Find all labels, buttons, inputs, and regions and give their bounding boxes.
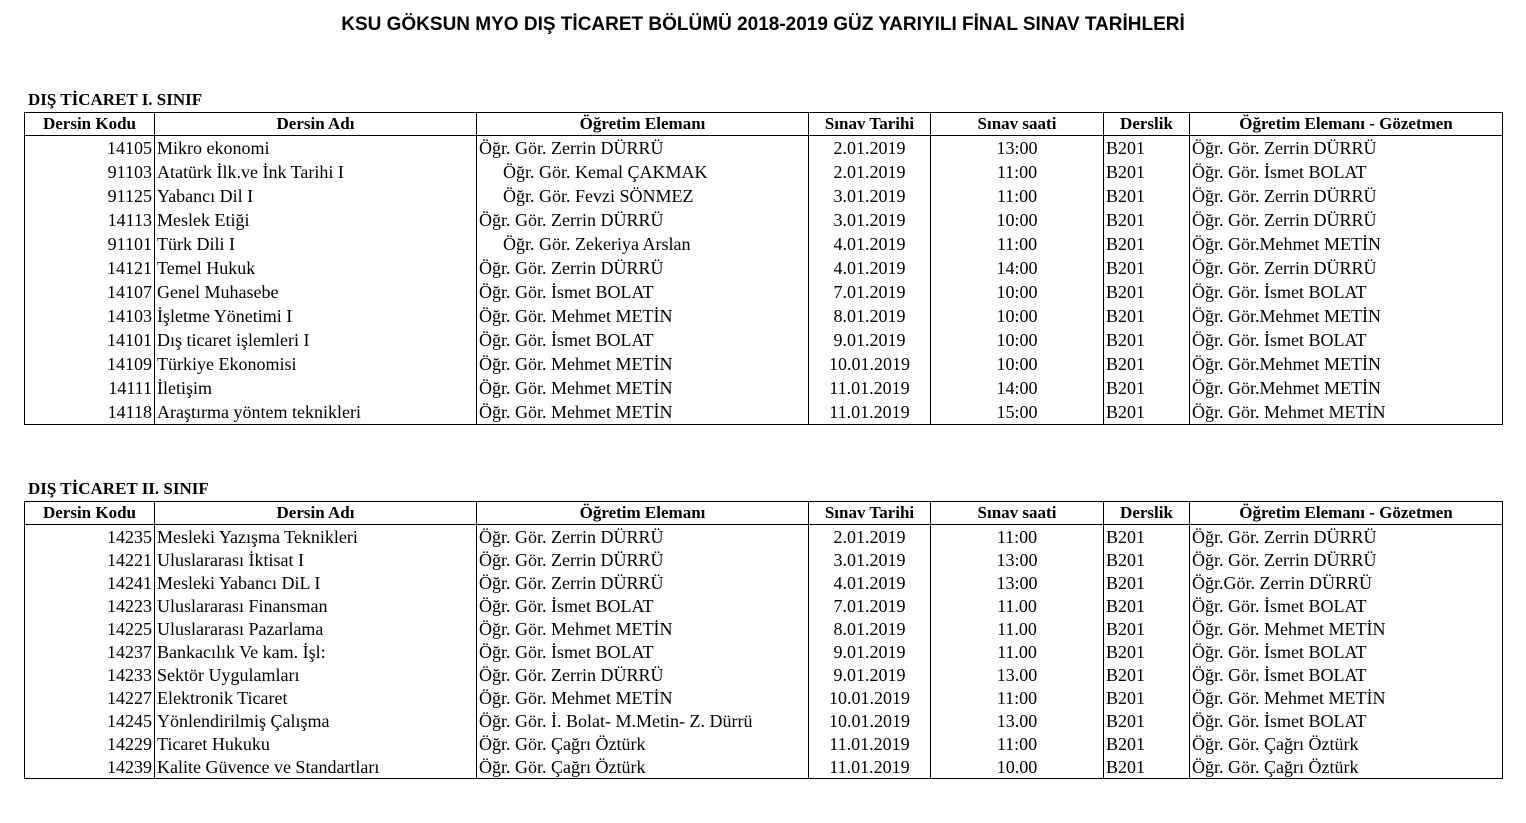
supervisor: Öğr. Gör. İsmet BOLAT xyxy=(1190,280,1503,304)
instructor: Öğr. Gör. Mehmet METİN xyxy=(477,617,809,640)
exam-time: 15:00 xyxy=(931,400,1104,425)
supervisor: Öğr.Gör. Zerrin DÜRRÜ xyxy=(1190,571,1503,594)
course-name: Sektör Uygulamları xyxy=(155,663,477,686)
exam-date: 4.01.2019 xyxy=(809,232,931,256)
instructor: Öğr. Gör. Zerrin DÜRRÜ xyxy=(477,548,809,571)
supervisor: Öğr. Gör. Çağrı Öztürk xyxy=(1190,755,1503,779)
supervisor: Öğr. Gör.Mehmet METİN xyxy=(1190,376,1503,400)
classroom: B201 xyxy=(1104,280,1190,304)
exam-date: 9.01.2019 xyxy=(809,640,931,663)
course-code: 14121 xyxy=(25,256,155,280)
table-header-row xyxy=(25,502,1503,525)
supervisor: Öğr. Gör. İsmet BOLAT xyxy=(1190,594,1503,617)
course-code: 91101 xyxy=(25,232,155,256)
table-row xyxy=(25,328,1503,352)
col-header-supervisor: Öğretim Elemanı - Gözetmen xyxy=(1190,113,1503,136)
course-code: 14109 xyxy=(25,352,155,376)
course-name: Mesleki Yabancı DiL I xyxy=(155,571,477,594)
classroom: B201 xyxy=(1104,232,1190,256)
supervisor: Öğr. Gör. İsmet BOLAT xyxy=(1190,160,1503,184)
instructor: Öğr. Gör. Mehmet METİN xyxy=(477,400,809,425)
table-row xyxy=(25,256,1503,280)
course-name: Mesleki Yazışma Teknikleri xyxy=(155,525,477,549)
col-header-time: Sınav saati xyxy=(931,113,1104,136)
course-code: 14245 xyxy=(25,709,155,732)
exam-time: 13:00 xyxy=(931,548,1104,571)
exam-time: 11.00 xyxy=(931,617,1104,640)
supervisor: Öğr. Gör.Mehmet METİN xyxy=(1190,232,1503,256)
course-name: Türkiye Ekonomisi xyxy=(155,352,477,376)
instructor: Öğr. Gör. İsmet BOLAT xyxy=(477,328,809,352)
exam-time: 11.00 xyxy=(931,640,1104,663)
exam-date: 4.01.2019 xyxy=(809,256,931,280)
col-header-room: Derslik xyxy=(1104,502,1190,525)
table-row xyxy=(25,640,1503,663)
classroom: B201 xyxy=(1104,525,1190,549)
table-row xyxy=(25,686,1503,709)
table-row xyxy=(25,663,1503,686)
exam-date: 8.01.2019 xyxy=(809,617,931,640)
supervisor: Öğr. Gör. Zerrin DÜRRÜ xyxy=(1190,548,1503,571)
exam-time: 11:00 xyxy=(931,732,1104,755)
exam-date: 9.01.2019 xyxy=(809,663,931,686)
exam-date: 3.01.2019 xyxy=(809,208,931,232)
instructor: Öğr. Gör. Çağrı Öztürk xyxy=(477,755,809,779)
exam-date: 9.01.2019 xyxy=(809,328,931,352)
classroom: B201 xyxy=(1104,400,1190,425)
course-name: Genel Muhasebe xyxy=(155,280,477,304)
course-code: 14223 xyxy=(25,594,155,617)
course-code: 14107 xyxy=(25,280,155,304)
course-code: 14113 xyxy=(25,208,155,232)
supervisor: Öğr. Gör.Mehmet METİN xyxy=(1190,304,1503,328)
supervisor: Öğr. Gör. Zerrin DÜRRÜ xyxy=(1190,525,1503,549)
table-row xyxy=(25,548,1503,571)
supervisor: Öğr. Gör. Mehmet METİN xyxy=(1190,686,1503,709)
supervisor: Öğr. Gör. Zerrin DÜRRÜ xyxy=(1190,136,1503,161)
classroom: B201 xyxy=(1104,184,1190,208)
course-code: 14103 xyxy=(25,304,155,328)
instructor: Öğr. Gör. İsmet BOLAT xyxy=(477,280,809,304)
table-row xyxy=(25,525,1503,549)
table-row xyxy=(25,571,1503,594)
instructor: Öğr. Gör. Fevzi SÖNMEZ xyxy=(477,184,809,208)
table-row xyxy=(25,280,1503,304)
course-code: 14227 xyxy=(25,686,155,709)
instructor: Öğr. Gör. İsmet BOLAT xyxy=(477,594,809,617)
exam-date: 7.01.2019 xyxy=(809,280,931,304)
exam-time: 13:00 xyxy=(931,571,1104,594)
course-name: Dış ticaret işlemleri I xyxy=(155,328,477,352)
exam-time: 11:00 xyxy=(931,184,1104,208)
table-row xyxy=(25,376,1503,400)
course-code: 14105 xyxy=(25,136,155,161)
classroom: B201 xyxy=(1104,376,1190,400)
col-header-instructor: Öğretim Elemanı xyxy=(477,502,809,525)
instructor: Öğr. Gör. Zerrin DÜRRÜ xyxy=(477,256,809,280)
course-name: Uluslararası Finansman xyxy=(155,594,477,617)
course-name: Kalite Güvence ve Standartları xyxy=(155,755,477,779)
classroom: B201 xyxy=(1104,755,1190,779)
table-row xyxy=(25,594,1503,617)
exam-time: 11.00 xyxy=(931,594,1104,617)
table-row xyxy=(25,160,1503,184)
course-name: İletişim xyxy=(155,376,477,400)
table-row xyxy=(25,400,1503,425)
course-name: Türk Dili I xyxy=(155,232,477,256)
classroom: B201 xyxy=(1104,686,1190,709)
table-row xyxy=(25,732,1503,755)
col-header-date: Sınav Tarihi xyxy=(809,113,931,136)
col-header-code: Dersin Kodu xyxy=(25,502,155,525)
supervisor: Öğr. Gör. Çağrı Öztürk xyxy=(1190,732,1503,755)
instructor: Öğr. Gör. Mehmet METİN xyxy=(477,352,809,376)
exam-date: 11.01.2019 xyxy=(809,400,931,425)
exam-date: 8.01.2019 xyxy=(809,304,931,328)
instructor: Öğr. Gör. Mehmet METİN xyxy=(477,686,809,709)
col-header-course: Dersin Adı xyxy=(155,502,477,525)
classroom: B201 xyxy=(1104,208,1190,232)
col-header-course: Dersin Adı xyxy=(155,113,477,136)
exam-date: 11.01.2019 xyxy=(809,755,931,779)
exam-date: 4.01.2019 xyxy=(809,571,931,594)
course-name: Elektronik Ticaret xyxy=(155,686,477,709)
supervisor: Öğr. Gör. İsmet BOLAT xyxy=(1190,328,1503,352)
col-header-time: Sınav saati xyxy=(931,502,1104,525)
supervisor: Öğr. Gör. İsmet BOLAT xyxy=(1190,663,1503,686)
instructor: Öğr. Gör. İ. Bolat- M.Metin- Z. Dürrü xyxy=(477,709,809,732)
classroom: B201 xyxy=(1104,548,1190,571)
classroom: B201 xyxy=(1104,136,1190,161)
col-header-room: Derslik xyxy=(1104,113,1190,136)
exam-time: 10:00 xyxy=(931,304,1104,328)
course-code: 14235 xyxy=(25,525,155,549)
supervisor: Öğr. Gör.Mehmet METİN xyxy=(1190,352,1503,376)
course-code: 14221 xyxy=(25,548,155,571)
course-code: 14225 xyxy=(25,617,155,640)
exam-date: 3.01.2019 xyxy=(809,548,931,571)
instructor: Öğr. Gör. Zerrin DÜRRÜ xyxy=(477,525,809,549)
table-row xyxy=(25,755,1503,779)
exam-date: 3.01.2019 xyxy=(809,184,931,208)
course-name: Mikro ekonomi xyxy=(155,136,477,161)
classroom: B201 xyxy=(1104,732,1190,755)
course-name: Uluslararası Pazarlama xyxy=(155,617,477,640)
exam-time: 10:00 xyxy=(931,280,1104,304)
instructor: Öğr. Gör. Kemal ÇAKMAK xyxy=(477,160,809,184)
instructor: Öğr. Gör. Zekeriya Arslan xyxy=(477,232,809,256)
exam-time: 11:00 xyxy=(931,160,1104,184)
instructor: Öğr. Gör. Mehmet METİN xyxy=(477,304,809,328)
table-row xyxy=(25,232,1503,256)
instructor: Öğr. Gör. Çağrı Öztürk xyxy=(477,732,809,755)
course-code: 14101 xyxy=(25,328,155,352)
instructor: Öğr. Gör. İsmet BOLAT xyxy=(477,640,809,663)
classroom: B201 xyxy=(1104,594,1190,617)
exam-time: 13.00 xyxy=(931,663,1104,686)
course-name: Araştırma yöntem teknikleri xyxy=(155,400,477,425)
supervisor: Öğr. Gör. İsmet BOLAT xyxy=(1190,709,1503,732)
exam-date: 10.01.2019 xyxy=(809,709,931,732)
classroom: B201 xyxy=(1104,617,1190,640)
exam-time: 10.00 xyxy=(931,755,1104,779)
table-row xyxy=(25,304,1503,328)
supervisor: Öğr. Gör. Mehmet METİN xyxy=(1190,617,1503,640)
classroom: B201 xyxy=(1104,160,1190,184)
classroom: B201 xyxy=(1104,328,1190,352)
table-row xyxy=(25,617,1503,640)
col-header-date: Sınav Tarihi xyxy=(809,502,931,525)
classroom: B201 xyxy=(1104,304,1190,328)
course-name: İşletme Yönetimi I xyxy=(155,304,477,328)
classroom: B201 xyxy=(1104,256,1190,280)
exam-date: 2.01.2019 xyxy=(809,136,931,161)
course-code: 14111 xyxy=(25,376,155,400)
section-label-second-year: DIŞ TİCARET II. SINIF xyxy=(28,479,209,498)
exam-time: 10:00 xyxy=(931,208,1104,232)
supervisor: Öğr. Gör. Zerrin DÜRRÜ xyxy=(1190,184,1503,208)
col-header-code: Dersin Kodu xyxy=(25,113,155,136)
supervisor: Öğr. Gör. Zerrin DÜRRÜ xyxy=(1190,208,1503,232)
course-code: 14239 xyxy=(25,755,155,779)
table-row xyxy=(25,208,1503,232)
course-name: Meslek Etiği xyxy=(155,208,477,232)
table-row xyxy=(25,709,1503,732)
supervisor: Öğr. Gör. Mehmet METİN xyxy=(1190,400,1503,425)
course-code: 91103 xyxy=(25,160,155,184)
course-name: Ticaret Hukuku xyxy=(155,732,477,755)
supervisor: Öğr. Gör. Zerrin DÜRRÜ xyxy=(1190,256,1503,280)
exam-time: 14:00 xyxy=(931,376,1104,400)
col-header-supervisor: Öğretim Elemanı - Gözetmen xyxy=(1190,502,1503,525)
exam-table-first-year xyxy=(24,112,1503,425)
instructor: Öğr. Gör. Zerrin DÜRRÜ xyxy=(477,136,809,161)
exam-date: 10.01.2019 xyxy=(809,352,931,376)
course-name: Bankacılık Ve kam. İşl: xyxy=(155,640,477,663)
course-name: Atatürk İlk.ve İnk Tarihi I xyxy=(155,160,477,184)
table-header-row xyxy=(25,113,1503,136)
table-row xyxy=(25,184,1503,208)
instructor: Öğr. Gör. Zerrin DÜRRÜ xyxy=(477,208,809,232)
course-code: 14233 xyxy=(25,663,155,686)
instructor: Öğr. Gör. Zerrin DÜRRÜ xyxy=(477,571,809,594)
section-label-first-year: DIŞ TİCARET I. SINIF xyxy=(28,90,203,109)
table-row xyxy=(25,352,1503,376)
col-header-instructor: Öğretim Elemanı xyxy=(477,113,809,136)
instructor: Öğr. Gör. Zerrin DÜRRÜ xyxy=(477,663,809,686)
exam-time: 10:00 xyxy=(931,328,1104,352)
course-code: 14241 xyxy=(25,571,155,594)
document-title: KSU GÖKSUN MYO DIŞ TİCARET BÖLÜMÜ 2018-2019 GÜZ YARIYILI FİNAL SINAV TARİHLERİ xyxy=(341,14,1185,35)
course-name: Temel Hukuk xyxy=(155,256,477,280)
classroom: B201 xyxy=(1104,571,1190,594)
course-name: Yabancı Dil I xyxy=(155,184,477,208)
course-name: Uluslararası İktisat I xyxy=(155,548,477,571)
exam-date: 11.01.2019 xyxy=(809,376,931,400)
course-name: Yönlendirilmiş Çalışma xyxy=(155,709,477,732)
exam-time: 13.00 xyxy=(931,709,1104,732)
course-code: 14229 xyxy=(25,732,155,755)
exam-date: 7.01.2019 xyxy=(809,594,931,617)
classroom: B201 xyxy=(1104,663,1190,686)
supervisor: Öğr. Gör. İsmet BOLAT xyxy=(1190,640,1503,663)
exam-time: 13:00 xyxy=(931,136,1104,161)
classroom: B201 xyxy=(1104,709,1190,732)
exam-date: 2.01.2019 xyxy=(809,160,931,184)
exam-table-second-year xyxy=(24,501,1503,779)
exam-date: 11.01.2019 xyxy=(809,732,931,755)
classroom: B201 xyxy=(1104,352,1190,376)
exam-date: 10.01.2019 xyxy=(809,686,931,709)
exam-time: 11:00 xyxy=(931,232,1104,256)
course-code: 91125 xyxy=(25,184,155,208)
exam-time: 11:00 xyxy=(931,686,1104,709)
course-code: 14237 xyxy=(25,640,155,663)
exam-time: 11:00 xyxy=(931,525,1104,549)
instructor: Öğr. Gör. Mehmet METİN xyxy=(477,376,809,400)
exam-time: 14:00 xyxy=(931,256,1104,280)
classroom: B201 xyxy=(1104,640,1190,663)
course-code: 14118 xyxy=(25,400,155,425)
exam-date: 2.01.2019 xyxy=(809,525,931,549)
exam-time: 10:00 xyxy=(931,352,1104,376)
table-row xyxy=(25,136,1503,161)
